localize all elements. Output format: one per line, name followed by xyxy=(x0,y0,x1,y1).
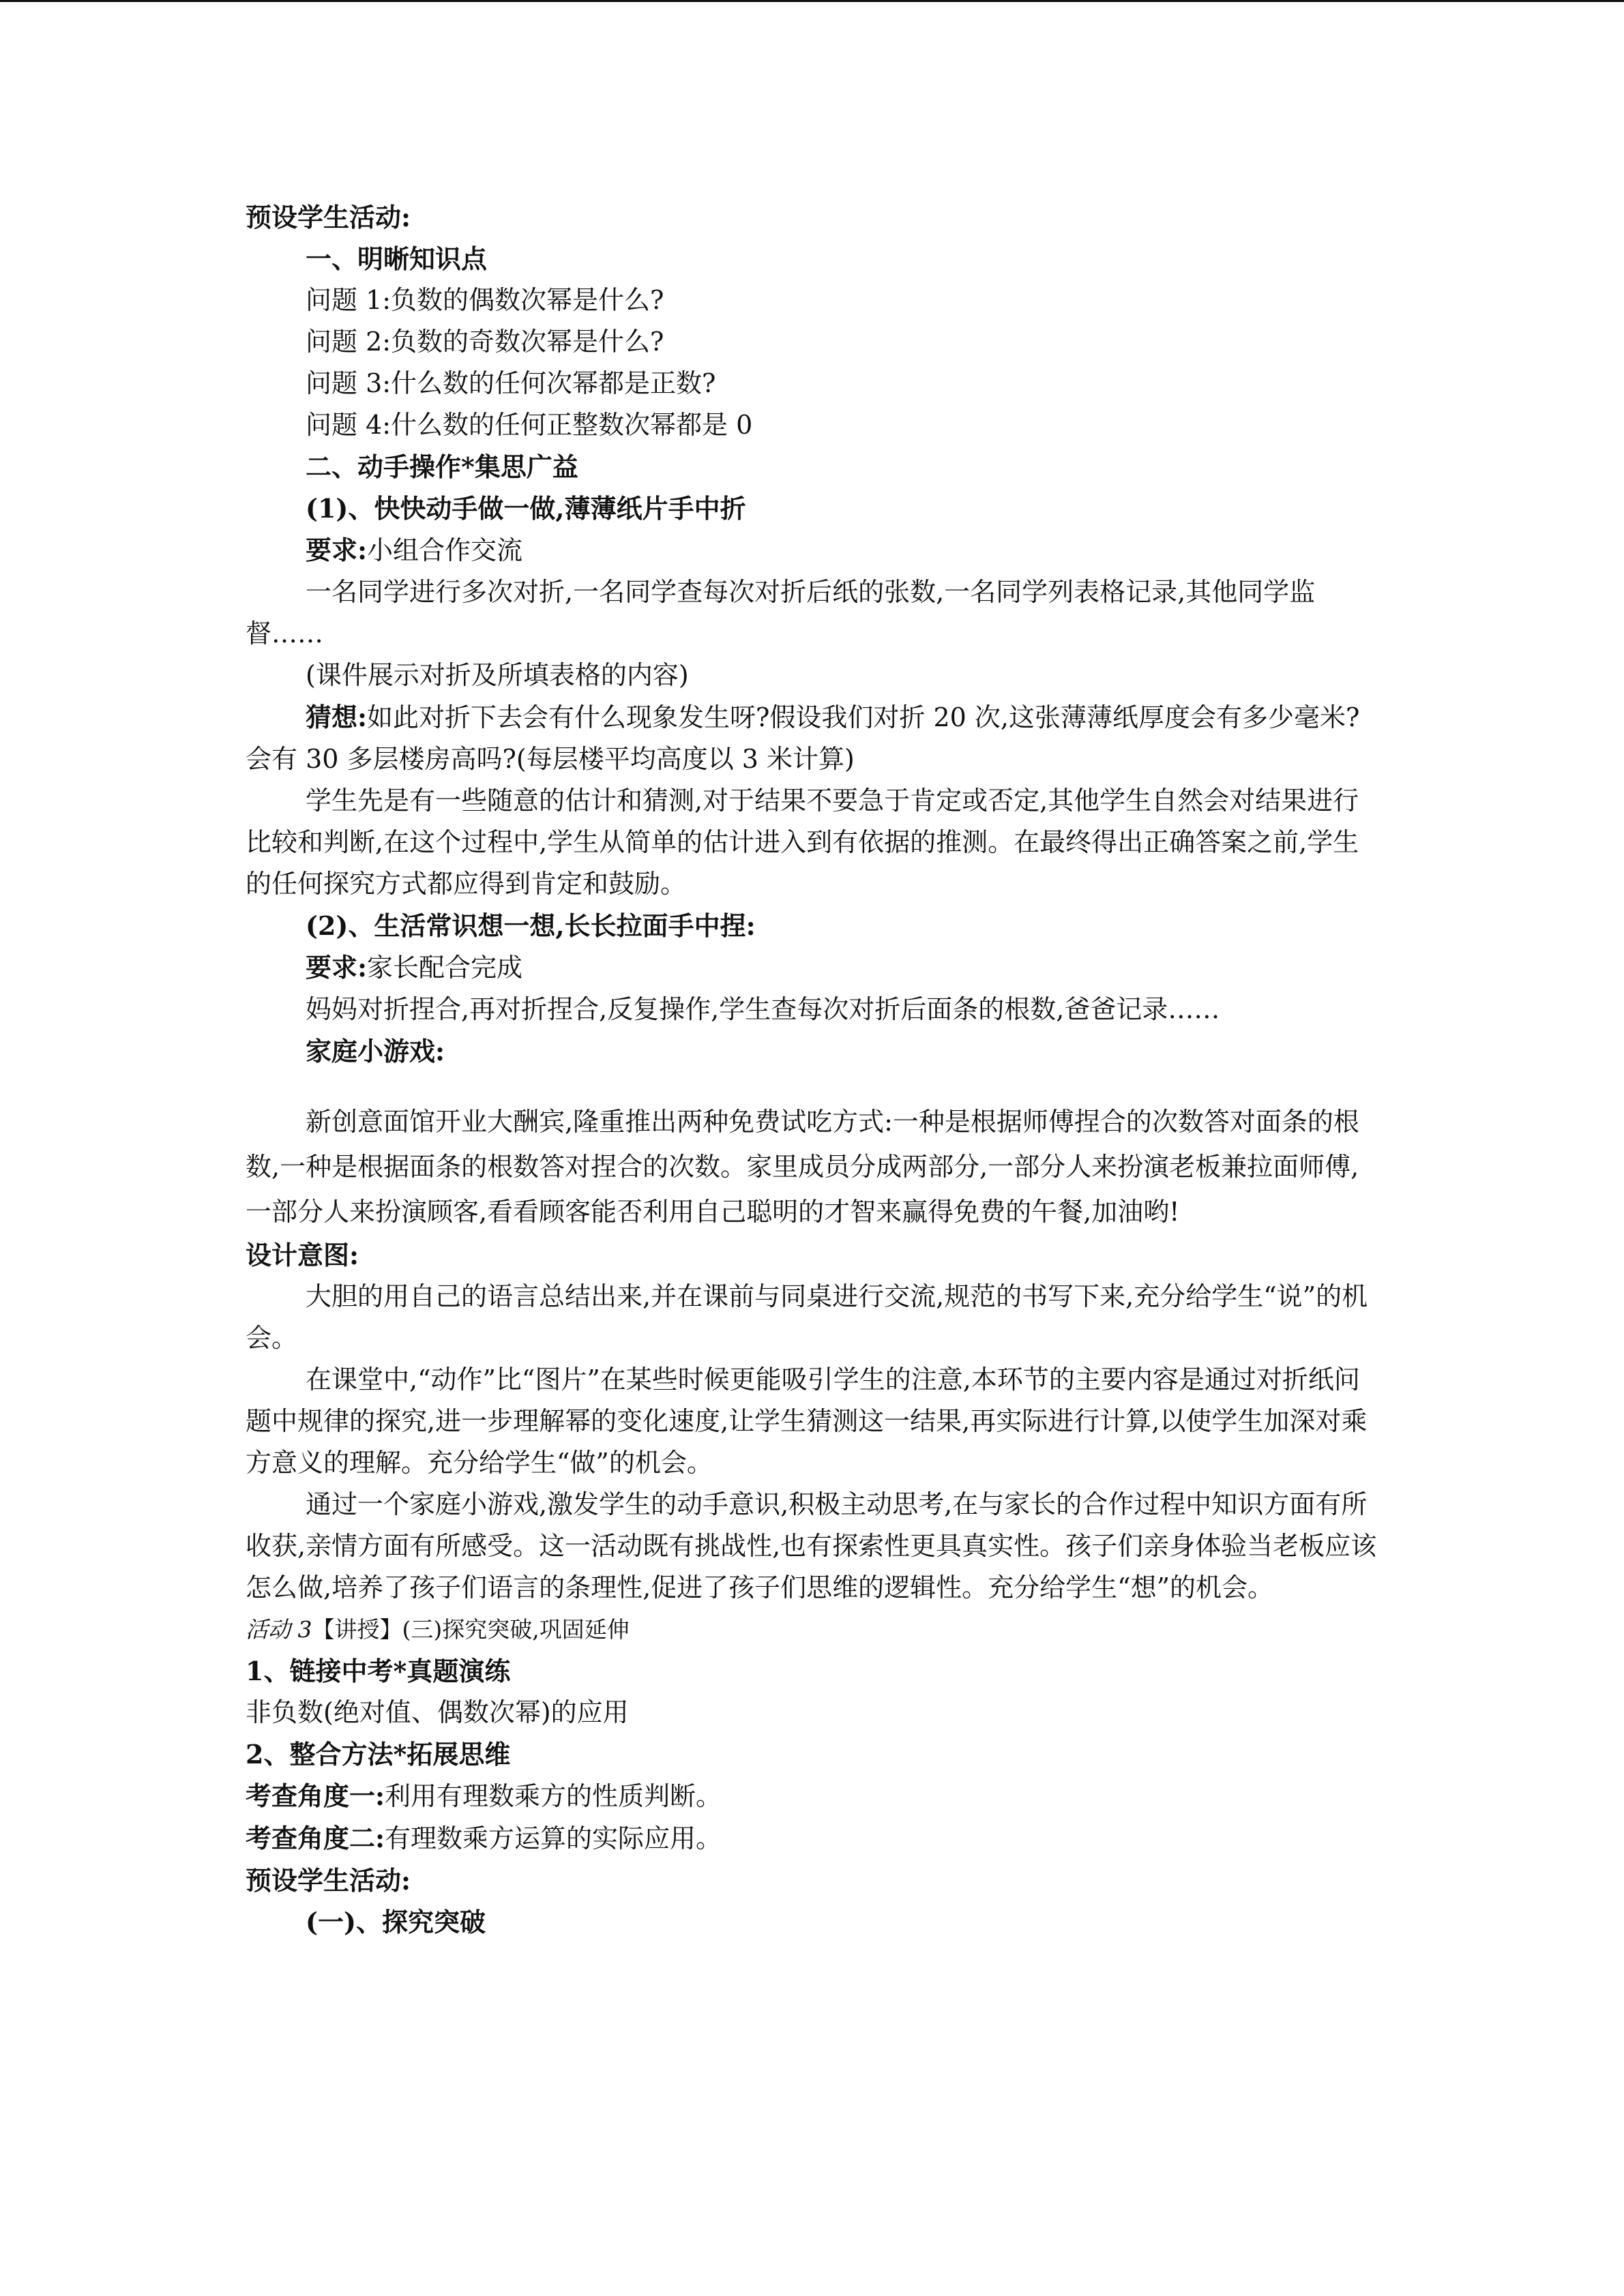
paragraph-folding-roles: 一名同学进行多次对折,一名同学查每次对折后纸的张数,一名同学列表格记录,其他同学监督…… xyxy=(246,577,1316,648)
section-heading-knowledge-points: 一、明晰知识点 xyxy=(306,243,488,274)
subheading-noodles: (2)、生活常识想一想,长长拉面手中捏: xyxy=(306,910,756,941)
question-1: 问题 1:负数的偶数次幂是什么? xyxy=(306,285,664,315)
requirement-text-2: 家长配合完成 xyxy=(367,953,523,983)
subheading-paper-folding: (1)、快快动手做一做,薄薄纸片手中折 xyxy=(306,493,746,524)
paragraph-intent-think: 通过一个家庭小游戏,激发学生的动手意识,积极主动思考,在与家长的合作过程中知识方面有所收获,亲情方面有所感受。这一活动既有挑战性,也有探索性更具真实性。孩子们亲身体验当老板应该怎么做,培养了孩子们语言的条理性,促进了孩子们思维的逻辑性。充分给学生“想”的机会。 xyxy=(246,1489,1377,1602)
exam-angle-1 xyxy=(246,1775,1378,1817)
exam-angle-2 xyxy=(246,1817,1378,1860)
heading-exam-link: 1、链接中考*真题演练 xyxy=(246,1656,511,1686)
paragraph-guess xyxy=(246,696,1378,780)
paragraph-noodle-restaurant: 新创意面馆开业大酬宾,隆重推出两种免费试吃方式:一种是根据师傅捏合的次数答对面条的根数,一种是根据面条的根数答对捏合的次数。家里成员分成两部分,一部分人来扮演老板兼拉面师傅,一部分人来扮演顾客,看看顾客能否利用自己聪明的才智来赢得免费的午餐,加油哟! xyxy=(246,1107,1359,1227)
section-heading-hands-on: 二、动手操作*集思广益 xyxy=(306,451,578,482)
requirement-parents xyxy=(246,946,1378,989)
requirement-group xyxy=(246,529,1378,571)
question-3: 问题 3:什么数的任何次幂都是正数? xyxy=(306,368,716,398)
paragraph-mom-folding: 妈妈对折捏合,再对折捏合,反复操作,学生查每次对折后面条的根数,爸爸记录…… xyxy=(306,994,1220,1024)
heading-integrate-methods: 2、整合方法*拓展思维 xyxy=(246,1739,511,1770)
requirement-text: 小组合作交流 xyxy=(367,535,523,565)
paragraph-intent-speak: 大胆的用自己的语言总结出来,并在课前与同桌进行交流,规范的书写下来,充分给学生“说”的机会。 xyxy=(246,1281,1368,1353)
question-4: 问题 4:什么数的任何正整数次幂都是 0 xyxy=(306,410,753,440)
guess-label: 猜想: xyxy=(306,702,368,732)
guess-text: 如此对折下去会有什么现象发生呀?假设我们对折 20 次,这张薄薄纸厚度会有多少毫米?会有 30 多层楼房高吗?(每层楼平均高度以 3 米计算) xyxy=(246,702,1360,774)
exam-angle-1-text: 利用有理数乘方的性质判断。 xyxy=(385,1781,722,1811)
subheading-explore-breakthrough: (一)、探究突破 xyxy=(306,1907,486,1937)
exam-angle-2-text: 有理数乘方运算的实际应用。 xyxy=(385,1823,722,1853)
activity-3-label: 活动 3 xyxy=(246,1616,312,1643)
exam-angle-1-label: 考查角度一: xyxy=(246,1780,385,1811)
heading-preset-activities: 预设学生活动: xyxy=(246,202,411,233)
document-page xyxy=(246,196,1378,1943)
text-nonnegative: 非负数(绝对值、偶数次幂)的应用 xyxy=(246,1697,629,1727)
paragraph-estimation: 学生先是有一些随意的估计和猜测,对于结果不要急于肯定或否定,其他学生自然会对结果进行比较和判断,在这个过程中,学生从简单的估计进入到有依据的推测。在最终得出正确答案之前,学生的任何探究方式都应得到肯定和鼓励。 xyxy=(246,786,1359,899)
activity-3-text: 【讲授】(三)探究突破,巩固延伸 xyxy=(312,1616,630,1643)
requirement-label: 要求: xyxy=(306,535,368,565)
heading-design-intent: 设计意图: xyxy=(246,1240,359,1270)
heading-preset-activities-2: 预设学生活动: xyxy=(246,1865,411,1896)
top-border-line xyxy=(0,0,1624,2)
activity-3-heading xyxy=(246,1609,1378,1650)
heading-family-game: 家庭小游戏: xyxy=(306,1036,445,1067)
exam-angle-2-label: 考查角度二: xyxy=(246,1823,385,1853)
note-courseware: (课件展示对折及所填表格的内容) xyxy=(306,660,689,690)
question-2: 问题 2:负数的奇数次幂是什么? xyxy=(306,327,664,357)
paragraph-intent-do: 在课堂中,“动作”比“图片”在某些时候更能吸引学生的注意,本环节的主要内容是通过对折纸问题中规律的探究,进一步理解幂的变化速度,让学生猜测这一结果,再实际进行计算,以使学生加深对乘方意义的理解。充分给学生“做”的机会。 xyxy=(246,1365,1368,1478)
requirement-label-2: 要求: xyxy=(306,952,368,983)
